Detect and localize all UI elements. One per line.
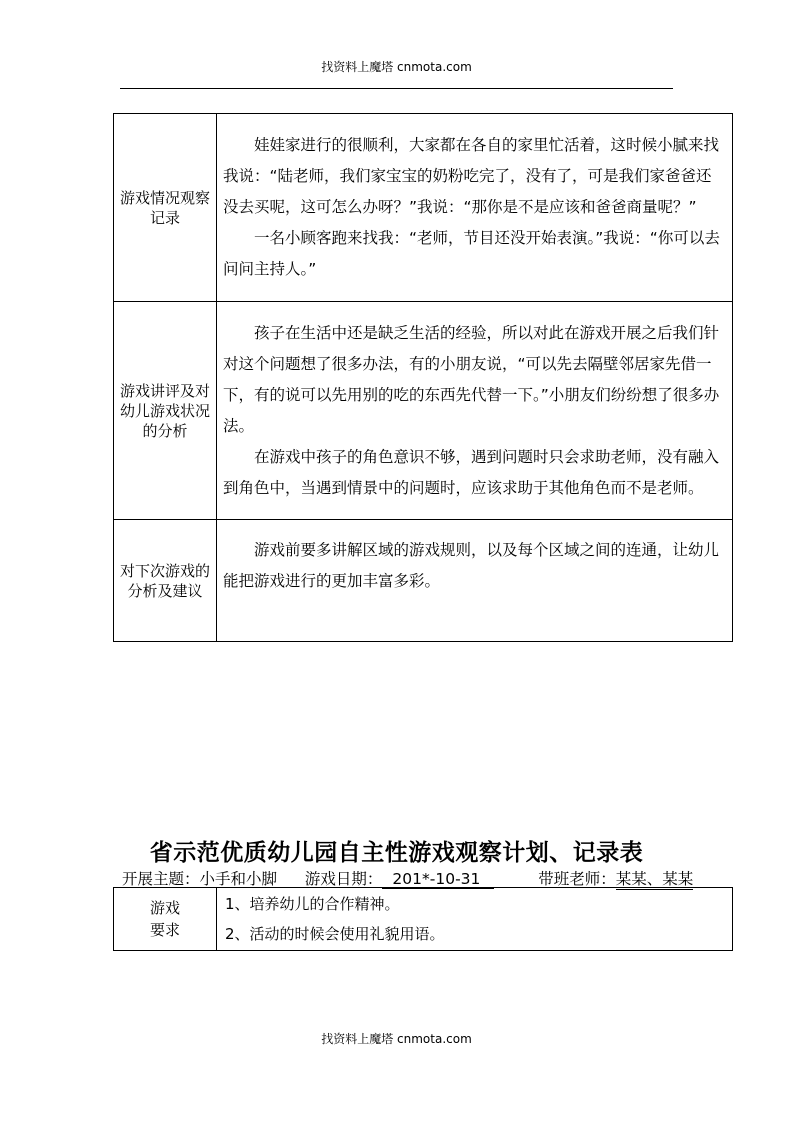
requirement-item: 2、活动的时候会使用礼貌用语。 [225, 925, 445, 943]
page-footer: 找资料上魔塔 cnmota.com [321, 1032, 472, 1046]
row-label: 对下次游戏的分析及建议 [114, 520, 217, 642]
paragraph: 在游戏中孩子的角色意识不够，遇到问题时只会求助老师，没有融入到角色中，当遇到情景中的问题时，应该求助于其他角色而不是老师。 [223, 447, 720, 497]
row-content [217, 114, 733, 302]
observation-table [113, 113, 733, 642]
paragraph: 游戏前要多讲解区域的游戏规则，以及每个区域之间的连通，让幼儿能把游戏进行的更加丰富多彩。 [223, 541, 720, 590]
table-row [114, 888, 733, 951]
paragraph: 一名小顾客跑来找我：“老师，节目还没开始表演。”我说：“你可以去问问主持人。” [223, 229, 720, 278]
theme-label: 开展主题： [122, 870, 200, 888]
date-value: 201*-10-31 [382, 870, 494, 889]
date-label: 游戏日期： [304, 870, 383, 888]
form-title: 省示范优质幼儿园自主性游戏观察计划、记录表 [149, 839, 644, 866]
header-divider [120, 88, 673, 89]
row-label: 游戏讲评及对幼儿游戏状况的分析 [114, 302, 217, 520]
paragraph: 娃娃家进行的很顺利，大家都在各自的家里忙活着，这时候小腻来找我说：“陆老师，我们家宝宝的奶粉吃完了，没有了，可是我们家爸爸还没去买呢，这可怎么办呀？”我说：“那你是不是应该和爸爸商量呢？” [223, 136, 720, 216]
requirement-item: 1、培养幼儿的合作精神。 [225, 895, 400, 913]
row-label: 游戏情况观察记录 [114, 114, 217, 302]
table-row [114, 302, 733, 520]
table-row [114, 520, 733, 642]
requirements-table [113, 887, 733, 951]
requirements-content [217, 888, 733, 951]
teacher-value: 某某、某某 [616, 867, 694, 890]
teacher-label: 带班老师： [538, 870, 616, 888]
page-header: 找资料上魔塔 cnmota.com [321, 60, 472, 74]
row-content [217, 520, 733, 642]
requirements-label: 游戏要求 [114, 888, 217, 951]
row-content [217, 302, 733, 520]
paragraph: 孩子在生活中还是缺乏生活的经验，所以对此在游戏开展之后我们针对这个问题想了很多办法，有的小朋友说，“可以先去隔壁邻居家先借一下，有的说可以先用别的吃的东西先代替一下。”小朋友们纷纷想了很多办法。 [223, 323, 720, 435]
theme-value: 小手和小脚 [199, 870, 278, 888]
table-row [114, 114, 733, 302]
